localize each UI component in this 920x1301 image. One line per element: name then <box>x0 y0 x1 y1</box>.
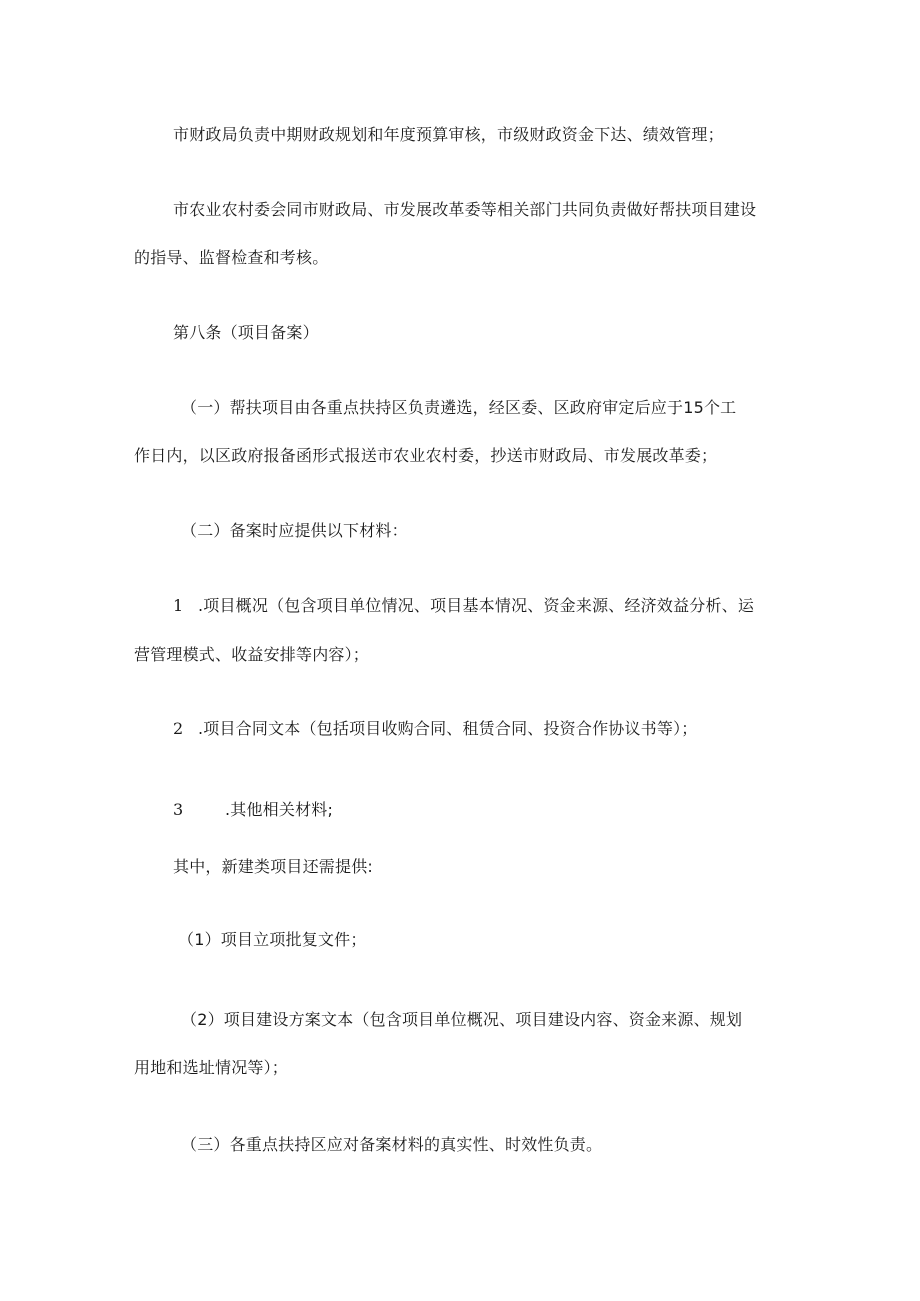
article-8-heading: 第八条（项目备案） <box>173 323 319 342</box>
material-1-line2: 营管理模式、收益安排等内容）； <box>134 645 370 664</box>
new-build-note: 其中，新建类项目还需提供: <box>173 857 373 876</box>
material-2-text: .项目合同文本（包括项目收购合同、租赁合同、投资合作协议书等）； <box>198 719 698 738</box>
material-2-number: 2 <box>173 719 184 738</box>
material-3-text: .其他相关材料; <box>225 800 334 819</box>
sub-item-1: （1）项目立项批复文件； <box>178 930 367 949</box>
item-2: （二）备案时应提供以下材料： <box>181 521 408 540</box>
sub-item-2-line1: （2）项目建设方案文本（包含项目单位概况、项目建设内容、资金来源、规划 <box>181 1010 743 1029</box>
material-1-number: 1 <box>173 596 184 615</box>
item-3: （三）各重点扶持区应对备案材料的真实性、时效性负责。 <box>181 1135 603 1154</box>
item-1-line2: 作日内，以区政府报备函形式报送市农业农村委，抄送市财政局、市发展改革委； <box>134 446 718 465</box>
paragraph-agri-committee-line2: 的指导、监督检查和考核。 <box>134 248 329 267</box>
paragraph-finance-bureau: 市财政局负责中期财政规划和年度预算审核，市级财政资金下达、绩效管理； <box>173 125 724 144</box>
item-1-line1: （一）帮扶项目由各重点扶持区负责遴选，经区委、区政府审定后应于15个工 <box>181 398 737 417</box>
paragraph-agri-committee-line1: 市农业农村委会同市财政局、市发展改革委等相关部门共同负责做好帮扶项目建设 <box>173 200 757 219</box>
material-1-line1: .项目概况（包含项目单位情况、项目基本情况、资金来源、经济效益分析、运 <box>198 596 755 615</box>
material-3-number: 3 <box>173 800 184 819</box>
sub-item-2-line2: 用地和选址情况等）； <box>134 1058 289 1077</box>
